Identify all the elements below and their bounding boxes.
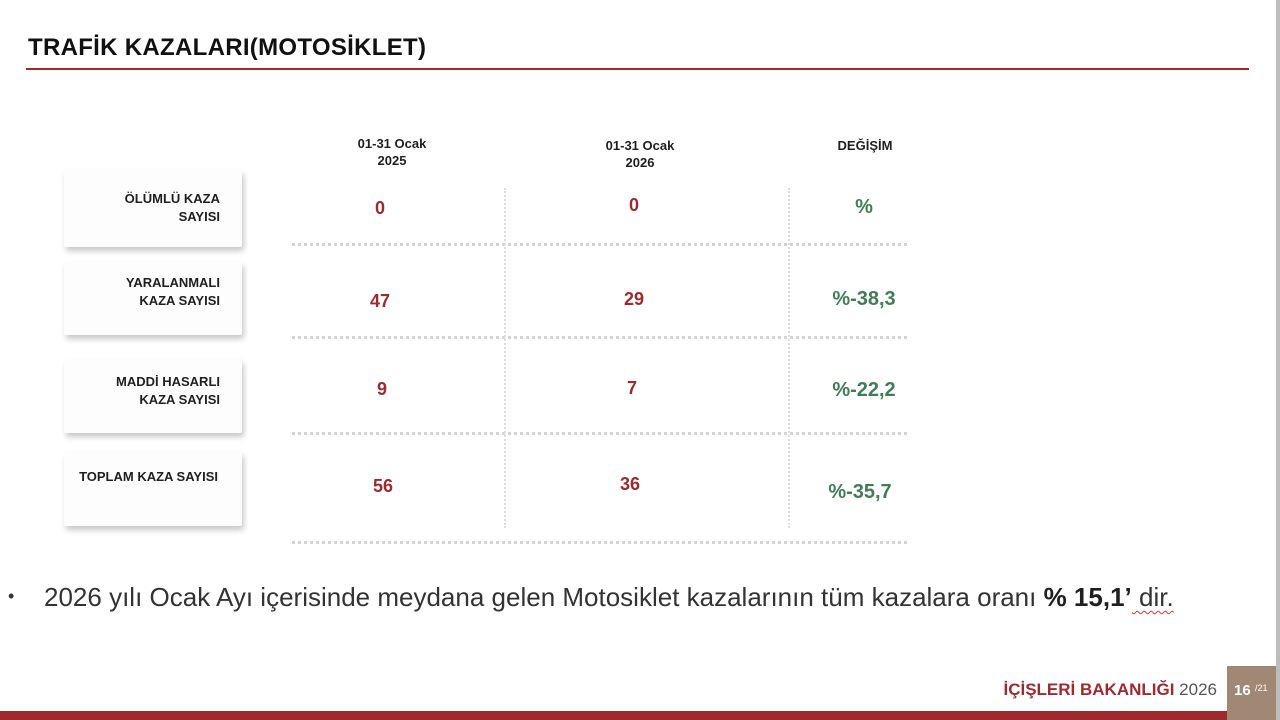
table-divider-3 <box>292 432 907 435</box>
page-total: /21 <box>1255 683 1268 693</box>
footer-brand <box>1003 680 1217 700</box>
footer-year: 2026 <box>1179 680 1217 699</box>
table-divider-2 <box>292 336 907 339</box>
slide-right-edge <box>1276 0 1280 720</box>
table-column-divider-2 <box>788 188 790 528</box>
slide-title: TRAFİK KAZALARI(MOTOSİKLET) <box>28 34 427 61</box>
change-fatal: % <box>855 196 873 218</box>
value-total-2026: 36 <box>619 474 641 494</box>
change-total: %-35,7 <box>828 481 892 503</box>
column-header-2026-year: 2026 <box>625 155 655 170</box>
row-label-damage-line1: MADDİ HASARLI <box>116 374 220 389</box>
column-header-2025-year: 2025 <box>377 153 407 168</box>
title-underline <box>26 68 1249 70</box>
row-label-fatal-line2: SAYISI <box>178 209 220 224</box>
bullet-text: 2026 yılı Ocak Ayı içerisinde meydana gelen Motosiklet kazalarının tüm kazalara oranı <box>44 582 1044 612</box>
page-number: 16 <box>1234 682 1251 699</box>
value-damage-2025: 9 <box>376 379 387 399</box>
table-column-divider-1 <box>504 188 506 528</box>
value-damage-2026: 7 <box>626 378 637 398</box>
table-divider-1 <box>292 243 907 246</box>
change-injury: %-38,3 <box>832 288 896 310</box>
row-label-injury-line1: YARALANMALI <box>125 275 220 290</box>
bullet-marker: • <box>8 586 15 606</box>
row-label-injury-line2: KAZA SAYISI <box>139 293 220 308</box>
column-header-2026-period: 01-31 Ocak <box>605 138 675 153</box>
page-number-box <box>1227 666 1276 720</box>
row-label-damage-accidents <box>64 359 242 433</box>
value-injury-2025: 47 <box>369 291 391 311</box>
column-header-2025-period: 01-31 Ocak <box>357 136 427 151</box>
value-fatal-2025: 0 <box>374 198 385 218</box>
value-total-2025: 56 <box>372 476 394 496</box>
value-fatal-2026: 0 <box>628 195 639 215</box>
row-label-total-accidents <box>64 452 242 526</box>
footer-brand-name: İÇİŞLERİ BAKANLIĞI <box>1003 680 1175 699</box>
row-label-fatal-accidents <box>64 170 242 247</box>
footer-bar <box>0 711 1227 720</box>
change-damage: %-22,2 <box>832 379 896 401</box>
bullet-tail: dir. <box>1131 582 1174 612</box>
column-header-2026 <box>580 137 700 171</box>
column-header-2025 <box>332 135 452 169</box>
row-label-total-line1: TOPLAM KAZA SAYISI <box>79 469 218 484</box>
table-divider-4 <box>292 541 907 544</box>
column-header-change-label: DEĞİŞİM <box>837 138 893 153</box>
row-label-injury-accidents <box>64 262 242 335</box>
bullet-highlight: % 15,1’ <box>1043 582 1132 612</box>
value-injury-2026: 29 <box>623 289 645 309</box>
column-header-change <box>805 137 925 154</box>
row-label-damage-line2: KAZA SAYISI <box>139 392 220 407</box>
row-label-fatal-line1: ÖLÜMLÜ KAZA <box>124 191 220 206</box>
summary-bullet <box>8 582 1248 613</box>
